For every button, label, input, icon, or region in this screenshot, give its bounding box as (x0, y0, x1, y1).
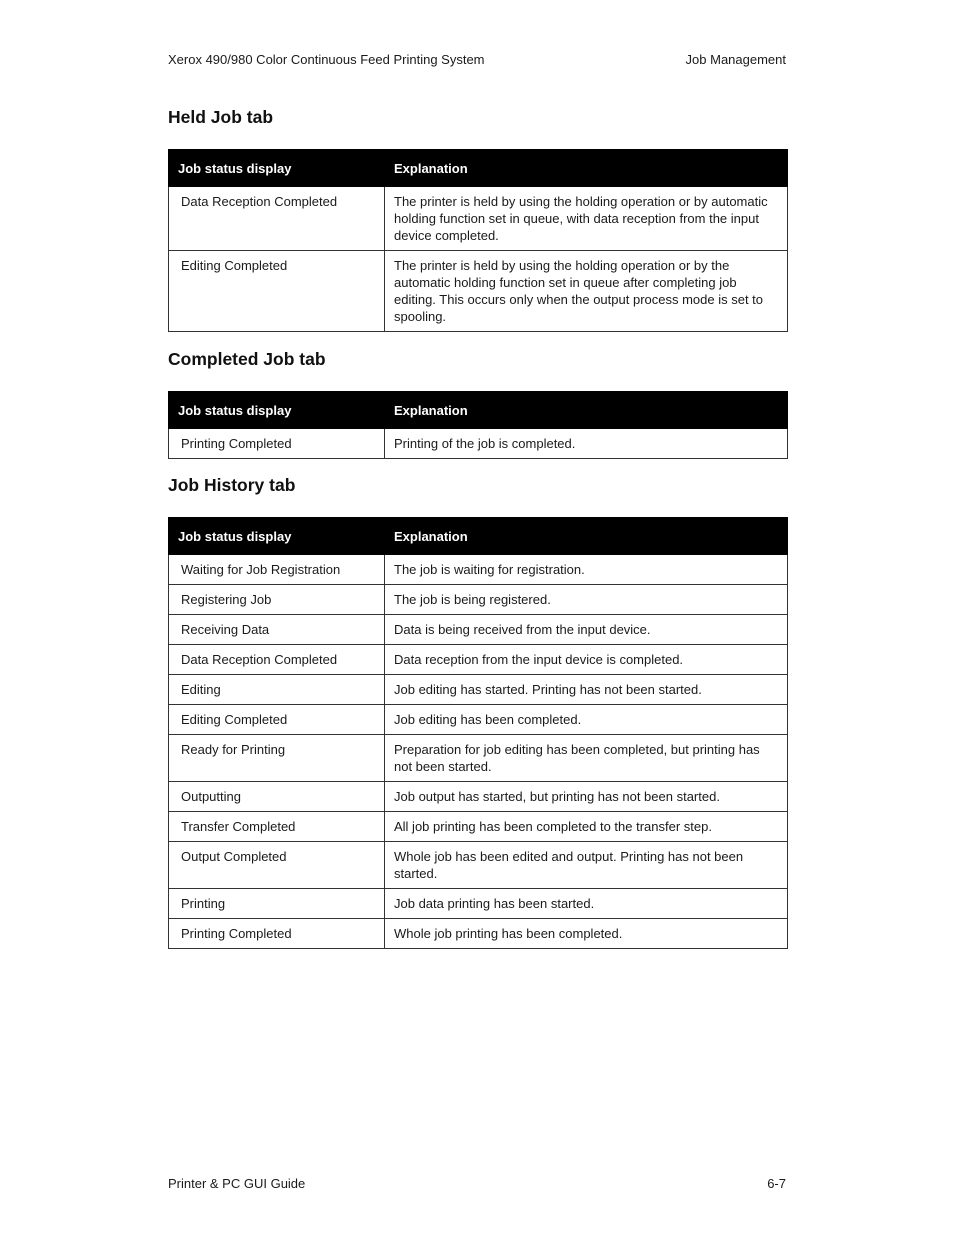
table-header-row (169, 518, 788, 555)
status-cell: Registering Job (169, 585, 385, 615)
status-cell: Outputting (169, 782, 385, 812)
table-header-row (169, 392, 788, 429)
page-footer (168, 1176, 786, 1191)
table-header-row (169, 150, 788, 187)
status-cell: Output Completed (169, 842, 385, 889)
status-cell: Data Reception Completed (169, 645, 385, 675)
column-header-explanation: Explanation (385, 150, 788, 187)
explanation-cell: Data is being received from the input device. (385, 615, 788, 645)
table-row (169, 675, 788, 705)
table-row (169, 187, 788, 251)
table-row (169, 842, 788, 889)
status-cell: Printing Completed (169, 919, 385, 949)
table-row (169, 705, 788, 735)
column-header-explanation: Explanation (385, 392, 788, 429)
table-row (169, 812, 788, 842)
explanation-cell: The job is waiting for registration. (385, 555, 788, 585)
status-cell: Editing (169, 675, 385, 705)
column-header-explanation: Explanation (385, 518, 788, 555)
column-header-status: Job status display (169, 392, 385, 429)
table-row (169, 889, 788, 919)
explanation-cell: Job editing has started. Printing has not been started. (385, 675, 788, 705)
status-cell: Waiting for Job Registration (169, 555, 385, 585)
status-cell: Editing Completed (169, 251, 385, 332)
explanation-cell: The job is being registered. (385, 585, 788, 615)
table-row (169, 919, 788, 949)
explanation-cell: Whole job printing has been completed. (385, 919, 788, 949)
table-row (169, 645, 788, 675)
chapter-title: Job Management (685, 52, 786, 67)
job-history-table (168, 517, 788, 949)
explanation-cell: Job output has started, but printing has not been started. (385, 782, 788, 812)
status-cell: Transfer Completed (169, 812, 385, 842)
explanation-cell: All job printing has been completed to the transfer step. (385, 812, 788, 842)
status-cell: Printing (169, 889, 385, 919)
table-row (169, 782, 788, 812)
explanation-cell: Printing of the job is completed. (385, 429, 788, 459)
table-row (169, 615, 788, 645)
table-row (169, 735, 788, 782)
explanation-cell: Whole job has been edited and output. Printing has not been started. (385, 842, 788, 889)
status-cell: Ready for Printing (169, 735, 385, 782)
status-cell: Receiving Data (169, 615, 385, 645)
held-job-table (168, 149, 788, 332)
explanation-cell: The printer is held by using the holding operation or by automatic holding function set in queue, with data reception from the input device completed. (385, 187, 788, 251)
table-row (169, 585, 788, 615)
column-header-status: Job status display (169, 518, 385, 555)
section-title-job-history: Job History tab (168, 475, 296, 495)
table-row (169, 555, 788, 585)
explanation-cell: The printer is held by using the holding operation or by the automatic holding function set in queue after completing job editing. This occurs only when the output process mode is set to spooling. (385, 251, 788, 332)
guide-title: Printer & PC GUI Guide (168, 1176, 306, 1191)
explanation-cell: Preparation for job editing has been completed, but printing has not been started. (385, 735, 788, 782)
column-header-status: Job status display (169, 150, 385, 187)
status-cell: Printing Completed (169, 429, 385, 459)
section-title-completed-job: Completed Job tab (168, 349, 326, 369)
table-row (169, 251, 788, 332)
status-cell: Editing Completed (169, 705, 385, 735)
section-title-held-job: Held Job tab (168, 107, 274, 127)
explanation-cell: Data reception from the input device is completed. (385, 645, 788, 675)
document-title: Xerox 490/980 Color Continuous Feed Printing System (168, 52, 485, 67)
status-cell: Data Reception Completed (169, 187, 385, 251)
completed-job-table (168, 391, 788, 459)
table-row (169, 429, 788, 459)
explanation-cell: Job editing has been completed. (385, 705, 788, 735)
page-header (168, 52, 786, 67)
page-number: 6-7 (767, 1176, 786, 1191)
explanation-cell: Job data printing has been started. (385, 889, 788, 919)
